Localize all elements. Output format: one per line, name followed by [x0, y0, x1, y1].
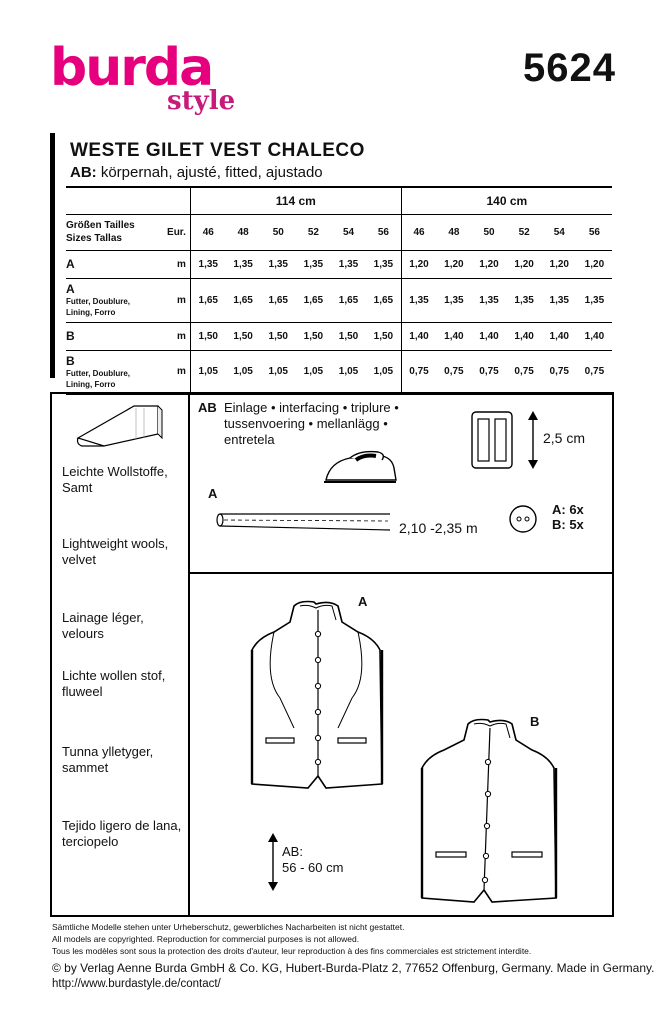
tape-length: 2,10 -2,35 m — [399, 520, 478, 536]
table-body — [66, 250, 612, 394]
size-cell: 46 — [190, 214, 225, 250]
size-cell: 56 — [366, 214, 401, 250]
row-unit: m — [158, 350, 190, 394]
size-table — [66, 186, 612, 395]
interfacing-line: entretela — [224, 432, 275, 447]
width-header-140: 140 cm — [401, 187, 612, 214]
size-cell: 52 — [296, 214, 331, 250]
iron-icon — [320, 446, 400, 488]
table-cell: 0,75 — [507, 350, 542, 394]
notions-divider — [190, 572, 614, 574]
table-cell: 1,35 — [190, 250, 225, 278]
table-cell: 1,50 — [296, 322, 331, 350]
size-cell: 56 — [577, 214, 612, 250]
row-unit: m — [158, 250, 190, 278]
view-a-label: A — [358, 594, 368, 609]
size-cell: 54 — [542, 214, 577, 250]
fabric-sv: Tunna ylletyger, sammet — [62, 744, 154, 775]
logo-sub-text: style — [167, 86, 236, 116]
table-cell: 1,35 — [226, 250, 261, 278]
fabric-de: Leichte Wollstoffe, Samt — [62, 464, 168, 495]
table-cell: 1,05 — [190, 350, 225, 394]
back-length-measurement — [282, 844, 343, 876]
table-cell: 1,65 — [226, 278, 261, 322]
table-cell: 1,65 — [331, 278, 366, 322]
row-lining-label: Futter, Doublure, Lining, Forro — [66, 368, 130, 389]
table-cell: 0,75 — [542, 350, 577, 394]
fabric-es: Tejido ligero de lana, terciopelo — [62, 818, 182, 849]
measurement-label: AB: — [282, 844, 303, 859]
table-cell: 1,05 — [296, 350, 331, 394]
row-view-label: A — [66, 257, 75, 271]
fabric-swatch-icon — [74, 400, 164, 450]
copyright-notice-en: All models are copyrighted. Reproduction for commercial purposes is not allowed. — [52, 934, 360, 944]
table-cell: 0,75 — [436, 350, 471, 394]
table-width-header-row — [66, 187, 612, 214]
size-cell: 46 — [401, 214, 436, 250]
table-cell: 1,05 — [366, 350, 401, 394]
table-cell: 1,20 — [471, 250, 506, 278]
interfacing-line: Einlage • interfacing • triplure • — [224, 400, 399, 415]
width-header-114: 114 cm — [190, 187, 401, 214]
notions-ab-label: AB — [198, 400, 217, 415]
table-cell: 0,75 — [471, 350, 506, 394]
fabric-column — [52, 394, 190, 915]
table-cell: 1,50 — [190, 322, 225, 350]
eur-label: Eur. — [158, 214, 190, 250]
row-label — [66, 278, 158, 322]
table-cell: 1,65 — [366, 278, 401, 322]
fabric-en: Lightweight wools, velvet — [62, 536, 169, 567]
table-cell: 1,40 — [471, 322, 506, 350]
table-cell: 1,35 — [542, 278, 577, 322]
row-label — [66, 322, 158, 350]
table-cell: 1,50 — [226, 322, 261, 350]
fabric-fr: Lainage léger, velours — [62, 610, 144, 641]
interfacing-text — [224, 400, 399, 448]
fabric-nl: Lichte wollen stof, fluweel — [62, 668, 166, 699]
vest-b-illustration — [408, 716, 570, 912]
vest-a-illustration — [238, 598, 394, 794]
table-size-header-row — [66, 214, 612, 250]
table-cell: 0,75 — [401, 350, 436, 394]
table-cell: 1,40 — [401, 322, 436, 350]
table-cell: 1,40 — [436, 322, 471, 350]
table-cell: 1,35 — [577, 278, 612, 322]
button-qty-a: A: 6x — [552, 502, 584, 517]
tape-icon — [214, 506, 394, 536]
row-view-label: B — [66, 329, 75, 343]
table-cell: 1,40 — [542, 322, 577, 350]
table-cell: 1,35 — [261, 250, 296, 278]
interfacing-line: tussenvoering • mellanlägg • — [224, 416, 388, 431]
size-cell: 54 — [331, 214, 366, 250]
size-cell: 50 — [471, 214, 506, 250]
table-cell: 1,05 — [261, 350, 296, 394]
button-icon — [508, 504, 538, 534]
table-cell: 1,35 — [436, 278, 471, 322]
table-row — [66, 278, 612, 322]
publisher-copyright: © by Verlag Aenne Burda GmbH & Co. KG, Hubert-Burda-Platz 2, 77652 Offenburg, Germany. Made in Germany. — [52, 961, 655, 975]
size-label — [66, 214, 158, 250]
table-cell: 1,35 — [331, 250, 366, 278]
size-cell: 48 — [436, 214, 471, 250]
table-cell: 1,20 — [507, 250, 542, 278]
table-cell: 1,65 — [261, 278, 296, 322]
table-cell: 1,40 — [507, 322, 542, 350]
table-cell: 1,35 — [366, 250, 401, 278]
table-cell: 1,65 — [190, 278, 225, 322]
length-arrow-icon — [266, 832, 280, 892]
page-subtitle — [70, 164, 323, 181]
contact-url: http://www.burdastyle.de/contact/ — [52, 978, 221, 990]
row-label — [66, 350, 158, 394]
table-cell: 1,40 — [577, 322, 612, 350]
table-row — [66, 322, 612, 350]
table-cell: 1,35 — [471, 278, 506, 322]
table-cell: 1,35 — [296, 250, 331, 278]
size-cell: 50 — [261, 214, 296, 250]
size-label-line1: Größen Tailles — [66, 220, 135, 231]
table-cell: 0,75 — [577, 350, 612, 394]
table-cell: 1,65 — [296, 278, 331, 322]
table-cell: 1,20 — [401, 250, 436, 278]
row-unit: m — [158, 278, 190, 322]
copyright-notice-de: Sämtliche Modelle stehen unter Urheberschutz, gewerbliches Nacharbeiten ist nicht gestattet. — [52, 922, 405, 932]
measurement-value: 56 - 60 cm — [282, 860, 344, 875]
button-qty-b: B: 5x — [552, 517, 584, 532]
table-cell: 1,05 — [226, 350, 261, 394]
notion-a-label: A — [208, 486, 218, 501]
table-cell: 1,35 — [507, 278, 542, 322]
subtitle-prefix: AB: — [70, 164, 97, 181]
subtitle-text: körpernah, ajusté, fitted, ajustado — [96, 164, 323, 181]
row-view-label: A — [66, 282, 75, 296]
view-b-label: B — [530, 714, 540, 729]
size-label-line2: Sizes Tallas — [66, 233, 122, 244]
size-cell: 52 — [507, 214, 542, 250]
row-lining-label: Futter, Doublure, Lining, Forro — [66, 297, 130, 317]
pattern-number: 5624 — [523, 46, 616, 90]
table-cell: 1,50 — [366, 322, 401, 350]
table-cell: 1,20 — [436, 250, 471, 278]
burda-style-logo — [50, 40, 250, 130]
row-label — [66, 250, 158, 278]
button-quantity — [552, 502, 584, 532]
size-cell: 48 — [226, 214, 261, 250]
table-row — [66, 350, 612, 394]
table-cell: 1,50 — [331, 322, 366, 350]
row-unit: m — [158, 322, 190, 350]
logo-main-text: burda — [50, 38, 213, 98]
page-title: WESTE GILET VEST CHALECO — [70, 140, 365, 161]
buckle-icon — [470, 410, 514, 470]
table-row — [66, 250, 612, 278]
table-cell: 1,35 — [401, 278, 436, 322]
table-cell: 1,05 — [331, 350, 366, 394]
title-bar — [50, 133, 55, 378]
materials-box — [50, 392, 614, 917]
copyright-notice-fr: Tous les modèles sont sous la protection des droits d'auteur, leur reproduction à des fins commerciales est strictement interdite. — [52, 946, 532, 956]
row-view-label: B — [66, 353, 75, 368]
table-cell: 1,50 — [261, 322, 296, 350]
table-cell: 1,20 — [577, 250, 612, 278]
height-arrow-icon — [526, 410, 540, 470]
table-cell: 1,20 — [542, 250, 577, 278]
buckle-size: 2,5 cm — [543, 430, 586, 446]
